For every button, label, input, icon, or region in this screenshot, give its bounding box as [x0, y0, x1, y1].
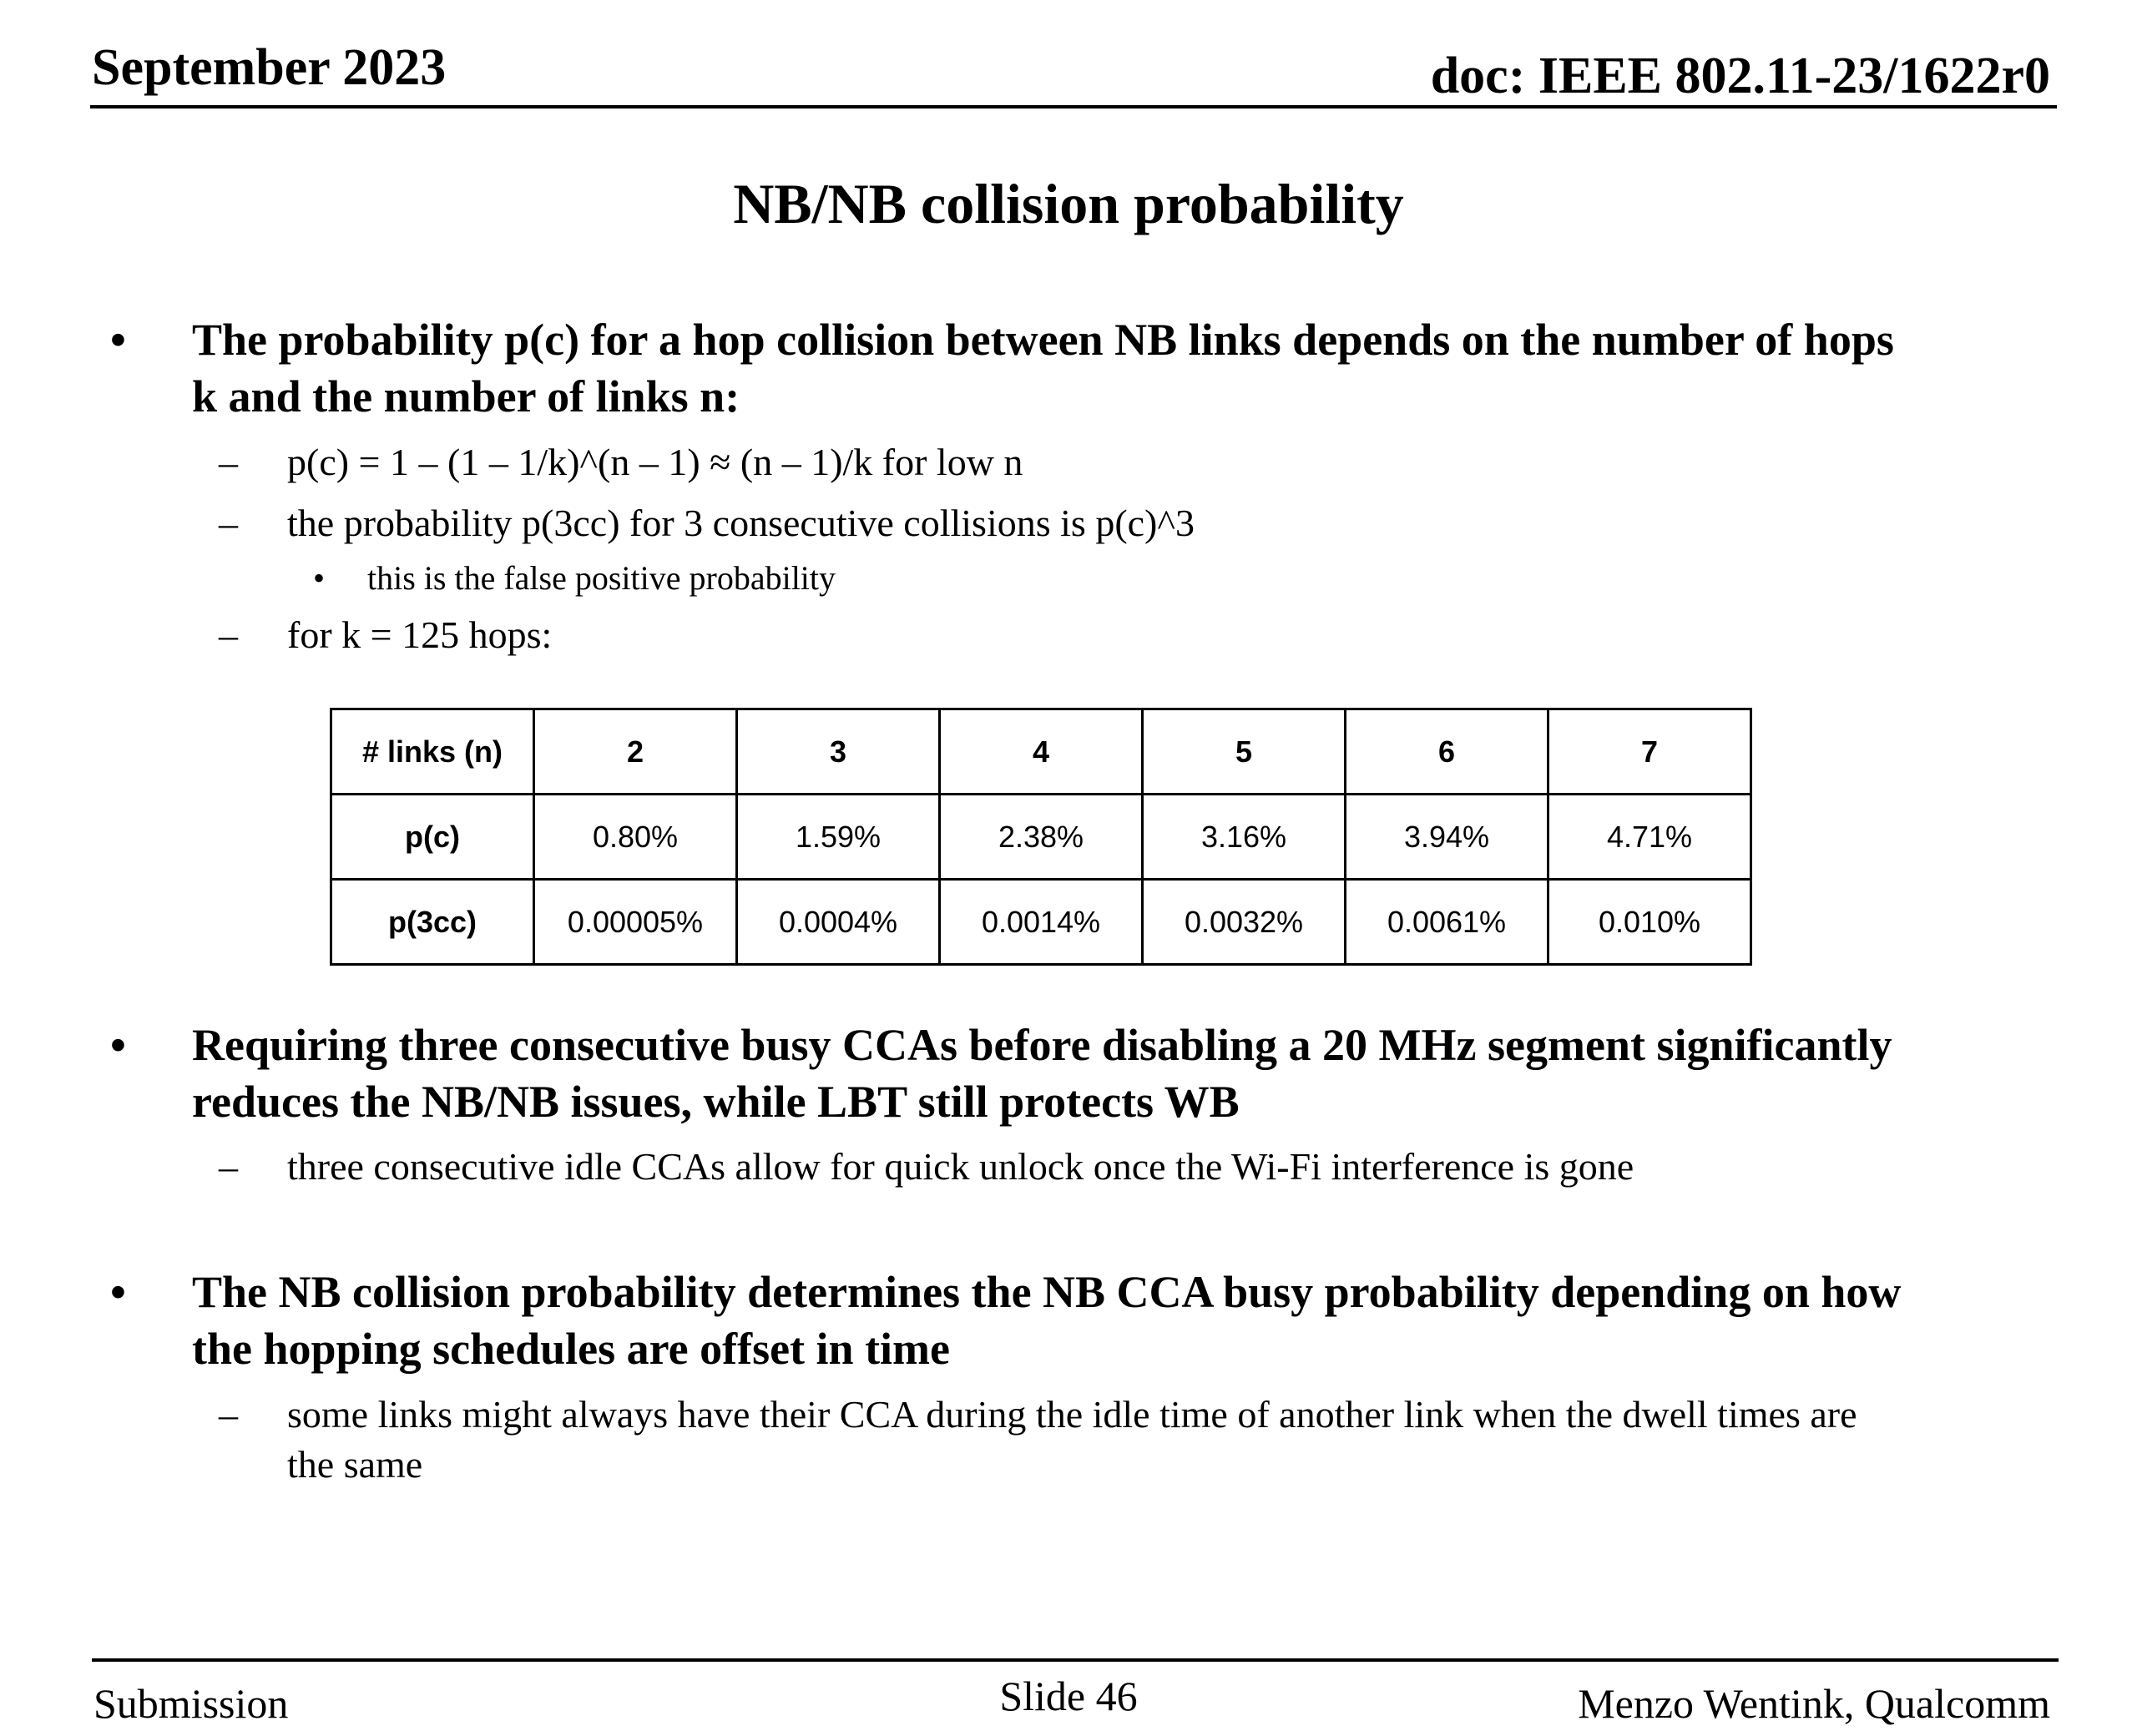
bullet-2-line-2: reduces the NB/NB issues, while LBT still protects WB	[192, 1077, 1240, 1127]
table-header-row	[331, 709, 1751, 795]
sub-bullet-1-3-marker: –	[219, 613, 238, 656]
table-header-cell: 7	[1548, 709, 1751, 795]
footer-submission: Submission	[93, 1680, 289, 1727]
table-cell: 0.0014%	[940, 880, 1143, 965]
sub-bullet-2-1-marker: –	[219, 1145, 238, 1188]
sub-bullet-1-1-marker: –	[219, 441, 238, 483]
table-row	[331, 795, 1751, 880]
table-header-cell: # links (n)	[331, 709, 534, 795]
bullet-2-marker: •	[110, 1020, 126, 1070]
table-cell: 0.010%	[1548, 880, 1751, 965]
footer-rule	[92, 1658, 2059, 1662]
bullet-2-line-1: Requiring three consecutive busy CCAs before disabling a 20 MHz segment significantly	[192, 1020, 1892, 1070]
sub-bullet-3-1-marker: –	[219, 1393, 238, 1436]
slide-title: NB/NB collision probability	[733, 172, 1404, 235]
table-cell: 0.80%	[534, 795, 737, 880]
table-cell: 2.38%	[940, 795, 1143, 880]
collision-probability-table	[330, 708, 1752, 966]
sub-bullet-1-3-text: for k = 125 hops:	[287, 613, 553, 656]
table-row	[331, 880, 1751, 965]
table-cell: 4.71%	[1548, 795, 1751, 880]
bullet-3-text	[192, 1264, 2054, 1377]
bullet-2-text	[192, 1017, 2054, 1130]
table-cell: 0.0032%	[1143, 880, 1346, 965]
sub-sub-bullet-marker: •	[313, 559, 326, 597]
sub-bullet-1-2-text: the probability p(3cc) for 3 consecutive collisions is p(c)^3	[287, 502, 1195, 544]
sub-bullet-3-1-line-1: some links might always have their CCA during the idle time of another link when the dwell times are	[287, 1393, 1857, 1436]
bullet-1-text	[192, 311, 2054, 425]
sub-bullet-1-2-marker: –	[219, 502, 238, 544]
footer-author: Menzo Wentink, Qualcomm	[1578, 1680, 2050, 1727]
bullet-1-marker: •	[110, 315, 126, 365]
table-cell: 0.0004%	[737, 880, 940, 965]
sub-bullet-1-1-text: p(c) = 1 – (1 – 1/k)^(n – 1) ≈ (n – 1)/k for low n	[287, 441, 1023, 483]
bullet-1-line-1: The probability p(c) for a hop collision between NB links depends on the number of hops	[192, 315, 1894, 365]
table-row-label: p(3cc)	[331, 880, 534, 965]
table-cell: 0.00005%	[534, 880, 737, 965]
table-row-label: p(c)	[331, 795, 534, 880]
sub-bullet-3-1-line-2: the same	[287, 1443, 423, 1486]
table-header-cell: 3	[737, 709, 940, 795]
table-cell: 3.16%	[1143, 795, 1346, 880]
footer-slide-number: Slide 46	[999, 1673, 1138, 1719]
sub-bullet-3-1-text	[287, 1390, 2057, 1490]
table-cell: 1.59%	[737, 795, 940, 880]
bullet-3-line-1: The NB collision probability determines the NB CCA busy probability depending on how	[192, 1267, 1902, 1317]
table-cell: 3.94%	[1346, 795, 1548, 880]
table-header-cell: 4	[940, 709, 1143, 795]
header-rule	[90, 105, 2057, 108]
bullet-1-line-2: k and the number of links n:	[192, 371, 740, 421]
header-date: September 2023	[92, 39, 447, 96]
bullet-3-marker: •	[110, 1267, 126, 1317]
table-header-cell: 5	[1143, 709, 1346, 795]
header-doc-id: doc: IEEE 802.11-23/1622r0	[1430, 48, 2050, 104]
sub-bullet-2-1-text: three consecutive idle CCAs allow for quick unlock once the Wi-Fi interference is gone	[287, 1145, 1634, 1188]
sub-sub-bullet-text: this is the false positive probability	[367, 559, 836, 597]
table-cell: 0.0061%	[1346, 880, 1548, 965]
table-header-cell: 2	[534, 709, 737, 795]
table-header-cell: 6	[1346, 709, 1548, 795]
bullet-3-line-2: the hopping schedules are offset in time	[192, 1324, 951, 1374]
